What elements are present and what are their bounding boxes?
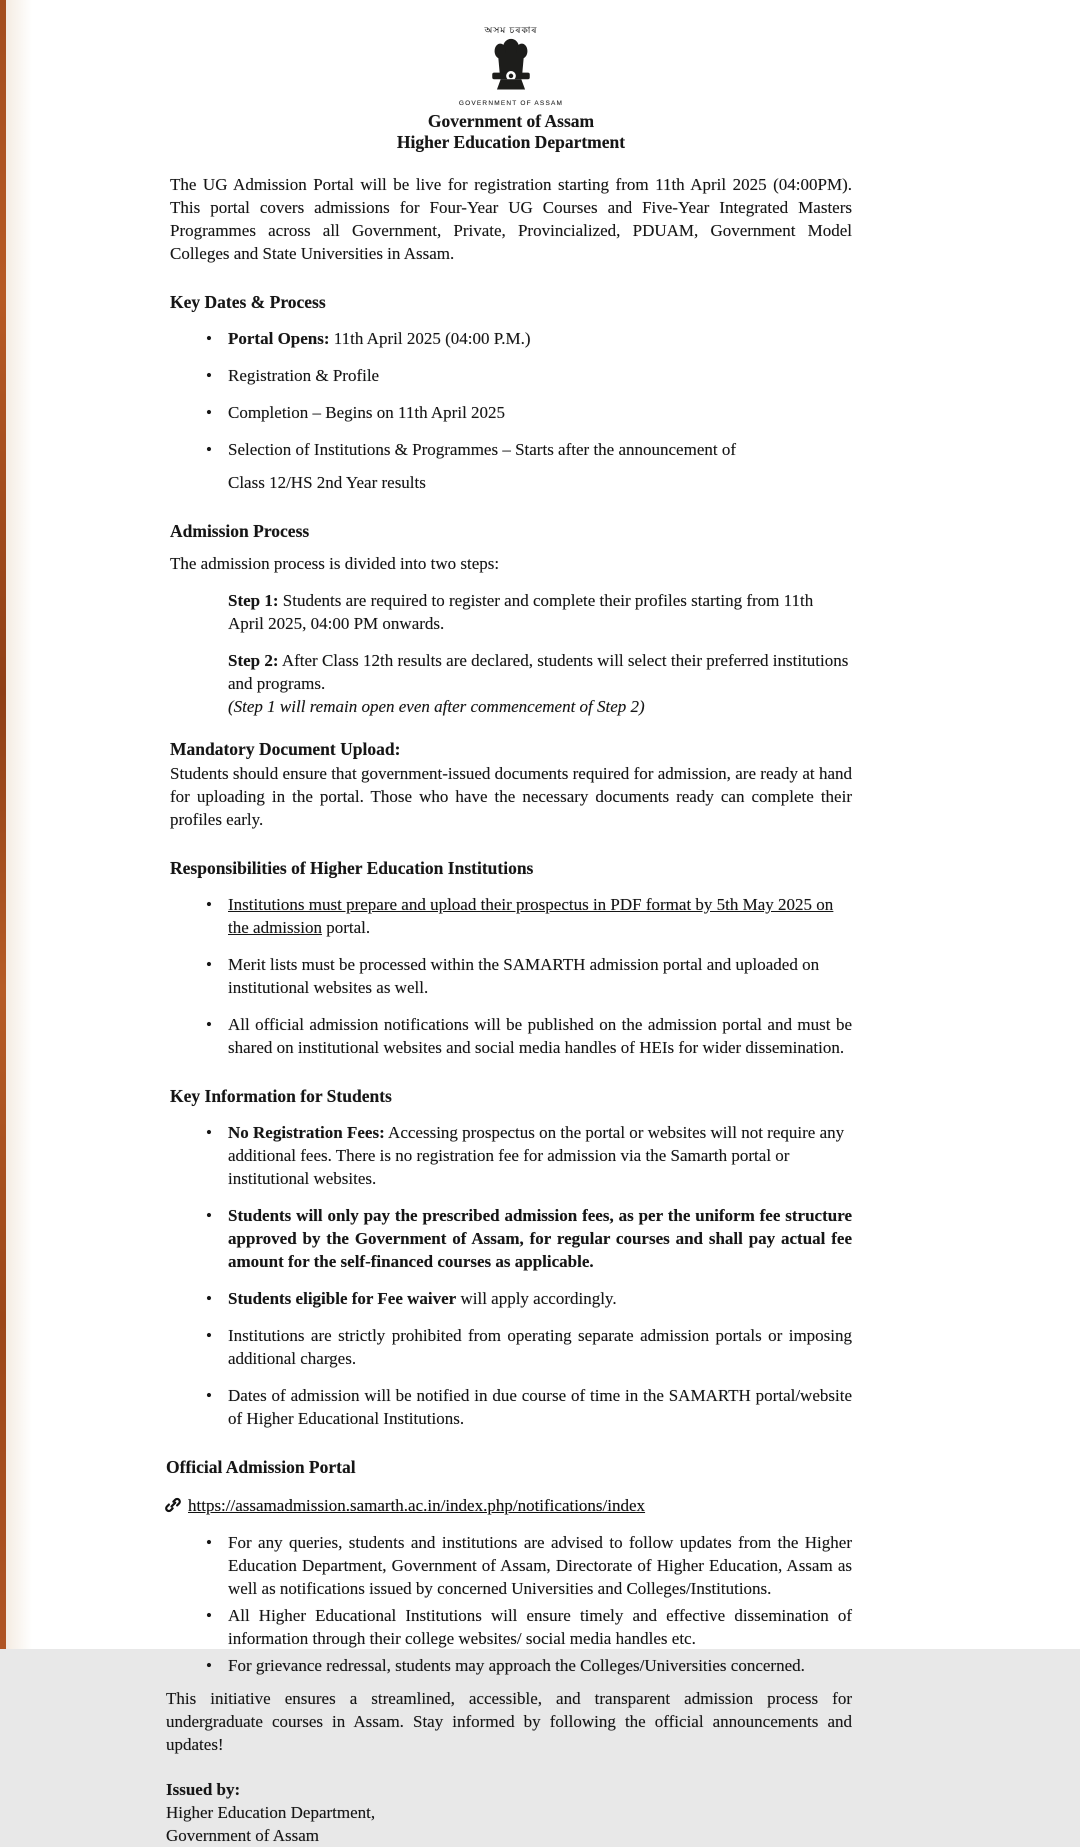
list-item bbox=[170, 1654, 852, 1677]
emblem-caption-english: GOVERNMENT OF ASSAM bbox=[458, 100, 564, 107]
emblem-caption-assamese: অসম চৰকাৰ bbox=[484, 25, 538, 35]
heading-mandatory-upload: Mandatory Document Upload: bbox=[170, 739, 401, 759]
bullet-bold-text: Students will only pay the prescribed admission fees, as per the uniform fee structure approved by the Government of Assam, for regular courses and shall pay actual fee amount for the self-financed courses as applicable. bbox=[228, 1206, 852, 1271]
step1-text: Students are required to register and complete their profiles starting from 11th April 2025, 04:00 PM onwards. bbox=[228, 591, 814, 633]
bullet-bold-lead: Portal Opens: bbox=[228, 329, 330, 348]
key-information-list bbox=[170, 1121, 852, 1430]
bullet-bold-lead: No Registration Fees: bbox=[228, 1123, 385, 1142]
step2-text: After Class 12th results are declared, students will select their preferred institutions and programs. bbox=[228, 651, 849, 693]
issued-by-line1: Higher Education Department, bbox=[166, 1803, 376, 1822]
list-item bbox=[170, 438, 852, 461]
step2-label: Step 2: bbox=[228, 651, 279, 670]
bullet-text: For any queries, students and institutions are advised to follow updates from the Higher Education Department, Government of Assam, Directorate of Higher Education, Assam as well as notifications issued by concerned Universities and Colleges/Institutions. bbox=[228, 1533, 852, 1598]
heading-admission-process: Admission Process bbox=[170, 521, 310, 541]
step2-note-italic: (Step 1 will remain open even after commencement of Step 2) bbox=[228, 697, 645, 716]
document-subtitle: Higher Education Department bbox=[396, 132, 626, 152]
bullet-text: Merit lists must be processed within the SAMARTH admission portal and uploaded on institutional websites as well. bbox=[228, 955, 820, 997]
bullet-text: portal. bbox=[321, 918, 371, 937]
heading-key-information: Key Information for Students bbox=[170, 1086, 392, 1106]
mandatory-upload-body: Students should ensure that government-issued documents required for admission, are ready at hand for uploading in the portal. Those who have the necessary documents ready can complete their profiles early. bbox=[170, 764, 852, 829]
list-item bbox=[170, 1531, 852, 1600]
bullet-text: Dates of admission will be notified in due course of time in the SAMARTH portal/website of Higher Educational Institutions. bbox=[228, 1386, 852, 1428]
link-icon bbox=[164, 1496, 182, 1514]
bullet-bold-lead: Students eligible for Fee waiver bbox=[228, 1289, 457, 1308]
bullet-text: All official admission notifications will be published on the admission portal and must be shared on institutional websites and social media handles of HEIs for wider dissemination. bbox=[228, 1015, 852, 1057]
issued-by-label: Issued by: bbox=[166, 1780, 241, 1799]
issued-by-block bbox=[166, 1778, 852, 1847]
step2-paragraph bbox=[228, 649, 852, 718]
list-item bbox=[170, 953, 852, 999]
intro-paragraph: The UG Admission Portal will be live for registration starting from 11th April 2025 (04:00PM). This portal covers admissions for Four-Year UG Courses and Five-Year Integrated Masters Programmes across all Government, Private, Provincialized, PDUAM, Government Model Colleges and State Universities in Assam. bbox=[170, 175, 852, 263]
heading-responsibilities: Responsibilities of Higher Education Institutions bbox=[170, 858, 534, 878]
bullet-text: Accessing prospectus on the portal or websites will not require any additional fees. There is no registration fee for admission via the Samarth portal or institutional websites. bbox=[228, 1123, 845, 1188]
list-item bbox=[170, 1384, 852, 1430]
bullet-text: Institutions are strictly prohibited from operating separate admission portals or imposing additional charges. bbox=[228, 1326, 852, 1368]
responsibilities-list bbox=[170, 893, 852, 1059]
list-item bbox=[170, 364, 852, 387]
document-header bbox=[170, 26, 852, 153]
issued-by-line2: Government of Assam bbox=[166, 1826, 319, 1845]
heading-official-portal: Official Admission Portal bbox=[166, 1457, 356, 1477]
bullet-text: For grievance redressal, students may approach the Colleges/Universities concerned. bbox=[228, 1656, 805, 1675]
closing-paragraph: This initiative ensures a streamlined, accessible, and transparent admission process for undergraduate courses in Assam. Stay informed by following the official announcements and updates! bbox=[166, 1689, 852, 1754]
list-item bbox=[170, 1013, 852, 1059]
list-item bbox=[170, 1121, 852, 1190]
list-item bbox=[170, 1204, 852, 1273]
list-item bbox=[170, 1604, 852, 1650]
step1-paragraph bbox=[228, 589, 852, 635]
list-item bbox=[170, 1324, 852, 1370]
list-item bbox=[170, 893, 852, 939]
step1-label: Step 1: bbox=[228, 591, 279, 610]
list-item bbox=[170, 401, 852, 424]
bullet-underlined-text: Institutions must prepare and upload their prospectus in PDF format by 5th May 2025 on the admission bbox=[228, 895, 834, 937]
bullet-text: Selection of Institutions & Programmes – Starts after the announcement of bbox=[228, 440, 736, 459]
key-dates-continuation: Class 12/HS 2nd Year results bbox=[228, 473, 426, 492]
list-item bbox=[170, 327, 852, 350]
portal-link-row bbox=[164, 1494, 852, 1517]
bullet-text: Completion – Begins on 11th April 2025 bbox=[228, 403, 506, 422]
document-title: Government of Assam bbox=[427, 111, 595, 131]
portal-notes-list bbox=[170, 1531, 852, 1677]
bullet-text: All Higher Educational Institutions will ensure timely and effective dissemination of information through their college websites/ social media handles etc. bbox=[228, 1606, 852, 1648]
heading-key-dates: Key Dates & Process bbox=[170, 292, 326, 312]
bullet-text: will apply accordingly. bbox=[456, 1289, 617, 1308]
ashoka-lion-capital-emblem-icon bbox=[480, 37, 542, 97]
key-dates-list bbox=[170, 327, 852, 461]
bullet-text: 11th April 2025 (04:00 P.M.) bbox=[329, 329, 531, 348]
emblem-block bbox=[459, 26, 563, 108]
bullet-text: Registration & Profile bbox=[228, 366, 380, 385]
portal-link[interactable]: https://assamadmission.samarth.ac.in/index.php/notifications/index bbox=[188, 1496, 646, 1515]
list-item bbox=[170, 1287, 852, 1310]
admission-process-lead: The admission process is divided into two steps: bbox=[170, 554, 500, 573]
